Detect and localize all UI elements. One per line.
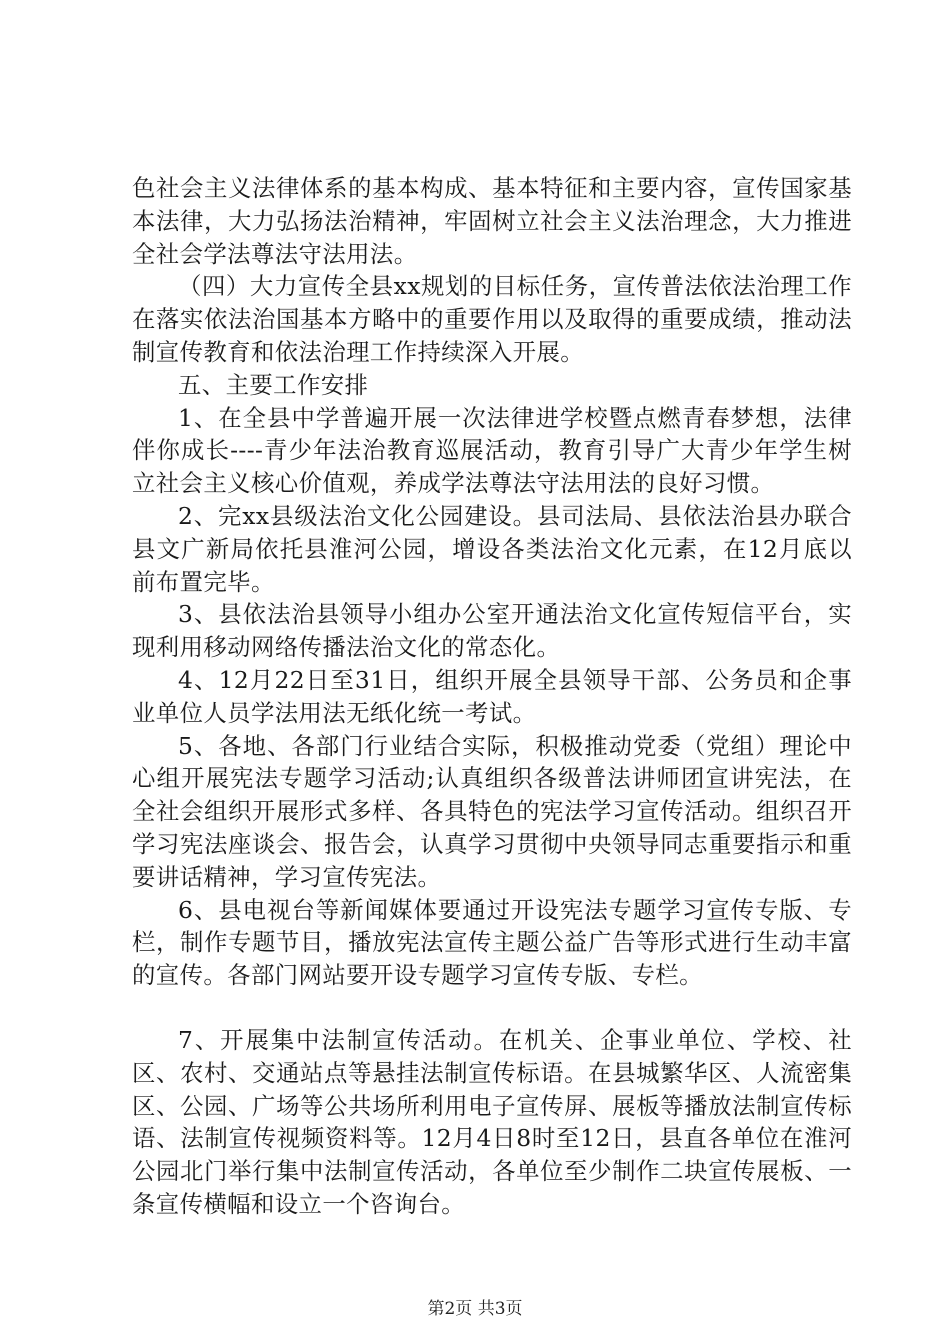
paragraph-section-four: （四）大力宣传全县xx规划的目标任务，宣传普法依法治理工作在落实依法治国基本方略中的重要作用以及取得的重要成绩，推动法制宣传教育和依法治理工作持续深入开展。 — [132, 272, 852, 366]
section-heading-main-work: 五、主要工作安排 — [178, 370, 369, 399]
page-number-footer: 第2页 共3页 — [427, 1299, 523, 1319]
paragraph-continuation: 色社会主义法律体系的基本构成、基本特征和主要内容，宣传国家基本法律，大力弘扬法治精神，牢固树立社会主义法治理念，大力推进全社会学法尊法守法用法。 — [132, 174, 852, 268]
document-body — [132, 172, 852, 1221]
paragraph-item-5: 5、各地、各部门行业结合实际，积极推动党委（党组）理论中心组开展宪法专题学习活动;认真组织各级普法讲师团宣讲宪法，在全社会组织开展形式多样、各具特色的宪法学习宣传活动。组织召开学习宪法座谈会、报告会，认真学习贯彻中央领导同志重要指示和重要讲话精神，学习宣传宪法。 — [132, 731, 852, 891]
paragraph-item-1: 1、在全县中学普遍开展一次法律进学校暨点燃青春梦想，法律伴你成长----青少年法治教育巡展活动，教育引导广大青少年学生树立社会主义核心价值观，养成学法尊法守法用法的良好习惯。 — [132, 403, 852, 498]
paragraph-item-6: 6、县电视台等新闻媒体要通过开设宪法专题学习宣传专版、专栏，制作专题节目，播放宪法宣传主题公益广告等形式进行生动丰富的宣传。各部门网站要开设专题学习宣传专版、专栏。 — [132, 895, 852, 990]
paragraph-item-4: 4、12月22日至31日，组织开展全县领导干部、公务员和企事业单位人员学法用法无纸化统一考试。 — [132, 665, 852, 727]
paragraph-item-3: 3、县依法治县领导小组办公室开通法治文化宣传短信平台，实现利用移动网络传播法治文化的常态化。 — [132, 600, 852, 662]
paragraph-item-7: 7、开展集中法制宣传活动。在机关、企事业单位、学校、社区、农村、交通站点等悬挂法制宣传标语。在县城繁华区、人流密集区、公园、广场等公共场所利用电子宣传屏、展板等播放法制宣传标语、法制宣传视频资料等。12月4日8时至12日，县直各单位在淮河公园北门举行集中法制宣传活动，各单位至少制作二块宣传展板、一条宣传横幅和设立一个咨询台。 — [132, 1025, 852, 1218]
paragraph-item-2: 2、完xx县级法治文化公园建设。县司法局、县依法治县办联合县文广新局依托县淮河公园，增设各类法治文化元素，在12月底以前布置完毕。 — [132, 501, 852, 596]
